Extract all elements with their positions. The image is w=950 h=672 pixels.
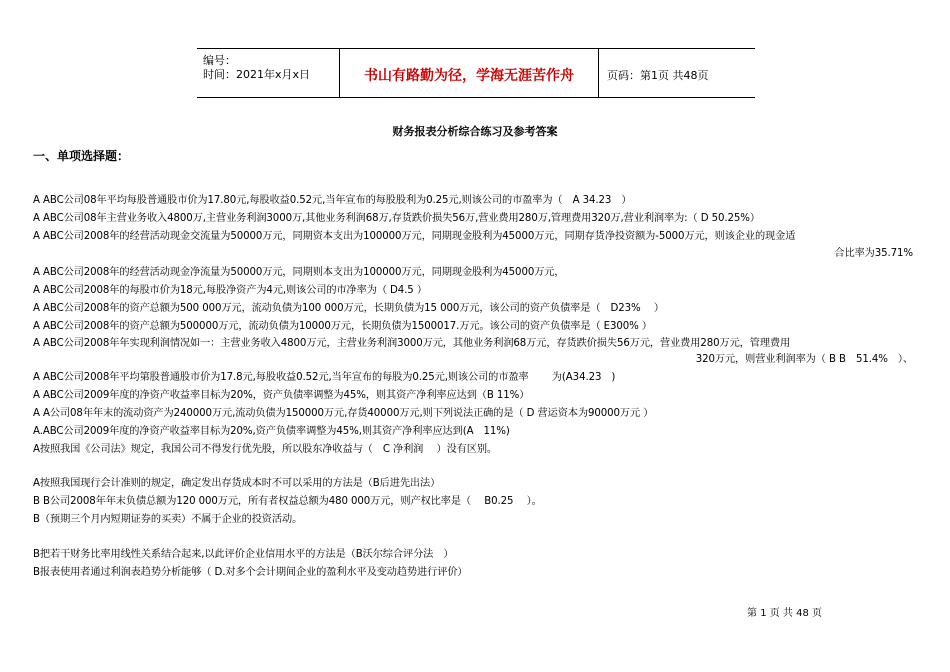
header-left-cell xyxy=(197,49,339,97)
section-heading: 一、单项选择题： xyxy=(33,149,130,163)
question-line: A.ABC公司2009年度的净资产收益率目标为20%,资产负债率调整为45%,则其资产净利率应达到(A 11%) xyxy=(33,426,510,437)
header-motto-cell xyxy=(339,49,599,97)
question-line: A ABC公司2008年的经营活动现金交流量为50000万元，同期资本支出为100000万元，同期现金股利为45000万元，同期存货净投资额为-5000万元，则该企业的现金适 xyxy=(33,231,796,242)
question-line: B把若干财务比率用线性关系结合起来,以此评价企业信用水平的方法是（B沃尔综合评分法 ） xyxy=(33,549,454,560)
question-line: A ABC公司2008年的资产总额为500 000万元，流动负债为100 000万元，长期负债为15 000万元，该公司的资产负债率是（ D23% ） xyxy=(33,303,664,314)
question-line: A按照我国现行会计准则的规定，确定发出存货成本时不可以采用的方法是（B后进先出法） xyxy=(33,478,441,489)
motto-text: 书山有路勤为径，学海无涯苦作舟 xyxy=(364,68,574,84)
page-label: 页码：第1页 共48页 xyxy=(607,69,709,82)
question-line: A ABC公司2008年的资产总额为500000万元，流动负债为10000万元，长期负债为1500017.万元。该公司的资产负债率是（ E300% ） xyxy=(33,321,652,332)
question-line: A ABC公司2008年的每股市价为18元,每股净资产为4元,则该公司的市净率为（ D4.5 ） xyxy=(33,285,427,296)
page-footer: 第 1 页 共 48 页 xyxy=(747,608,822,619)
question-line: A A公司08年年末的流动资产为240000万元,流动负债为150000万元,存货40000万元,则下列说法正确的是（ D 营运资本为90000万元 ） xyxy=(33,408,654,419)
question-line: B（预期三个月内短期证券的买卖）不属于企业的投资活动。 xyxy=(33,514,303,525)
number-label: 编号： xyxy=(203,54,236,67)
question-line: A ABC公司08年主营业务收入4800万,主营业务利润3000万,其他业务利润68万,存货跌价损失56万,营业费用280万,管理费用320万,营业利润率为:（ D 50.25%） xyxy=(33,213,760,224)
question-line: 320万元，则营业利润率为（ B B 51.4% ）、 xyxy=(695,354,913,365)
question-line: A按照我国《公司法》规定，我国公司不得发行优先股，所以股东净收益与（ C 净利润 ）没有区别。 xyxy=(33,444,498,455)
page-header xyxy=(197,48,755,98)
question-line: 合比率为35.71% xyxy=(834,248,913,259)
question-line: A ABC公司2008年年实现利润情况如一：主营业务收入4800万元，主营业务利润3000万元，其他业务利润68万元，存货跌价损失56万元，营业费用280万元，管理费用 xyxy=(33,338,791,349)
question-line: A ABC公司2009年度的净资产收益率目标为20%，资产负债率调整为45%，则其资产净利率应达到（B 11%） xyxy=(33,390,530,401)
question-line: A ABC公司08年平均每股普通股市价为17.80元,每股收益0.52元,当年宣布的每股股利为0.25元,则该公司的市盈率为（ A 34.23 ） xyxy=(33,195,632,206)
time-label: 时间：2021年x月x日 xyxy=(203,68,311,81)
question-line: A ABC公司2008年平均第股普通股市价为17.8元,每股收益0.52元,当年宣布的每股为0.25元,则该公司的市盈率 为(A34.23 ) xyxy=(33,372,616,383)
question-line: B B公司2008年年末负债总额为120 000万元，所有者权益总额为480 000万元，则产权比率是（ B0.25 ）。 xyxy=(33,496,542,507)
header-right-cell xyxy=(599,49,755,97)
question-line: B报表使用者通过利润表趋势分析能够（ D.对多个会计期间企业的盈利水平及变动趋势进行评价） xyxy=(33,567,468,578)
question-line: A ABC公司2008年的经营活动现金净流量为50000万元，同期则本支出为100000万元，同期现金股利为45000万元， xyxy=(33,267,565,278)
document-title: 财务报表分析综合练习及参考答案 xyxy=(392,125,558,138)
